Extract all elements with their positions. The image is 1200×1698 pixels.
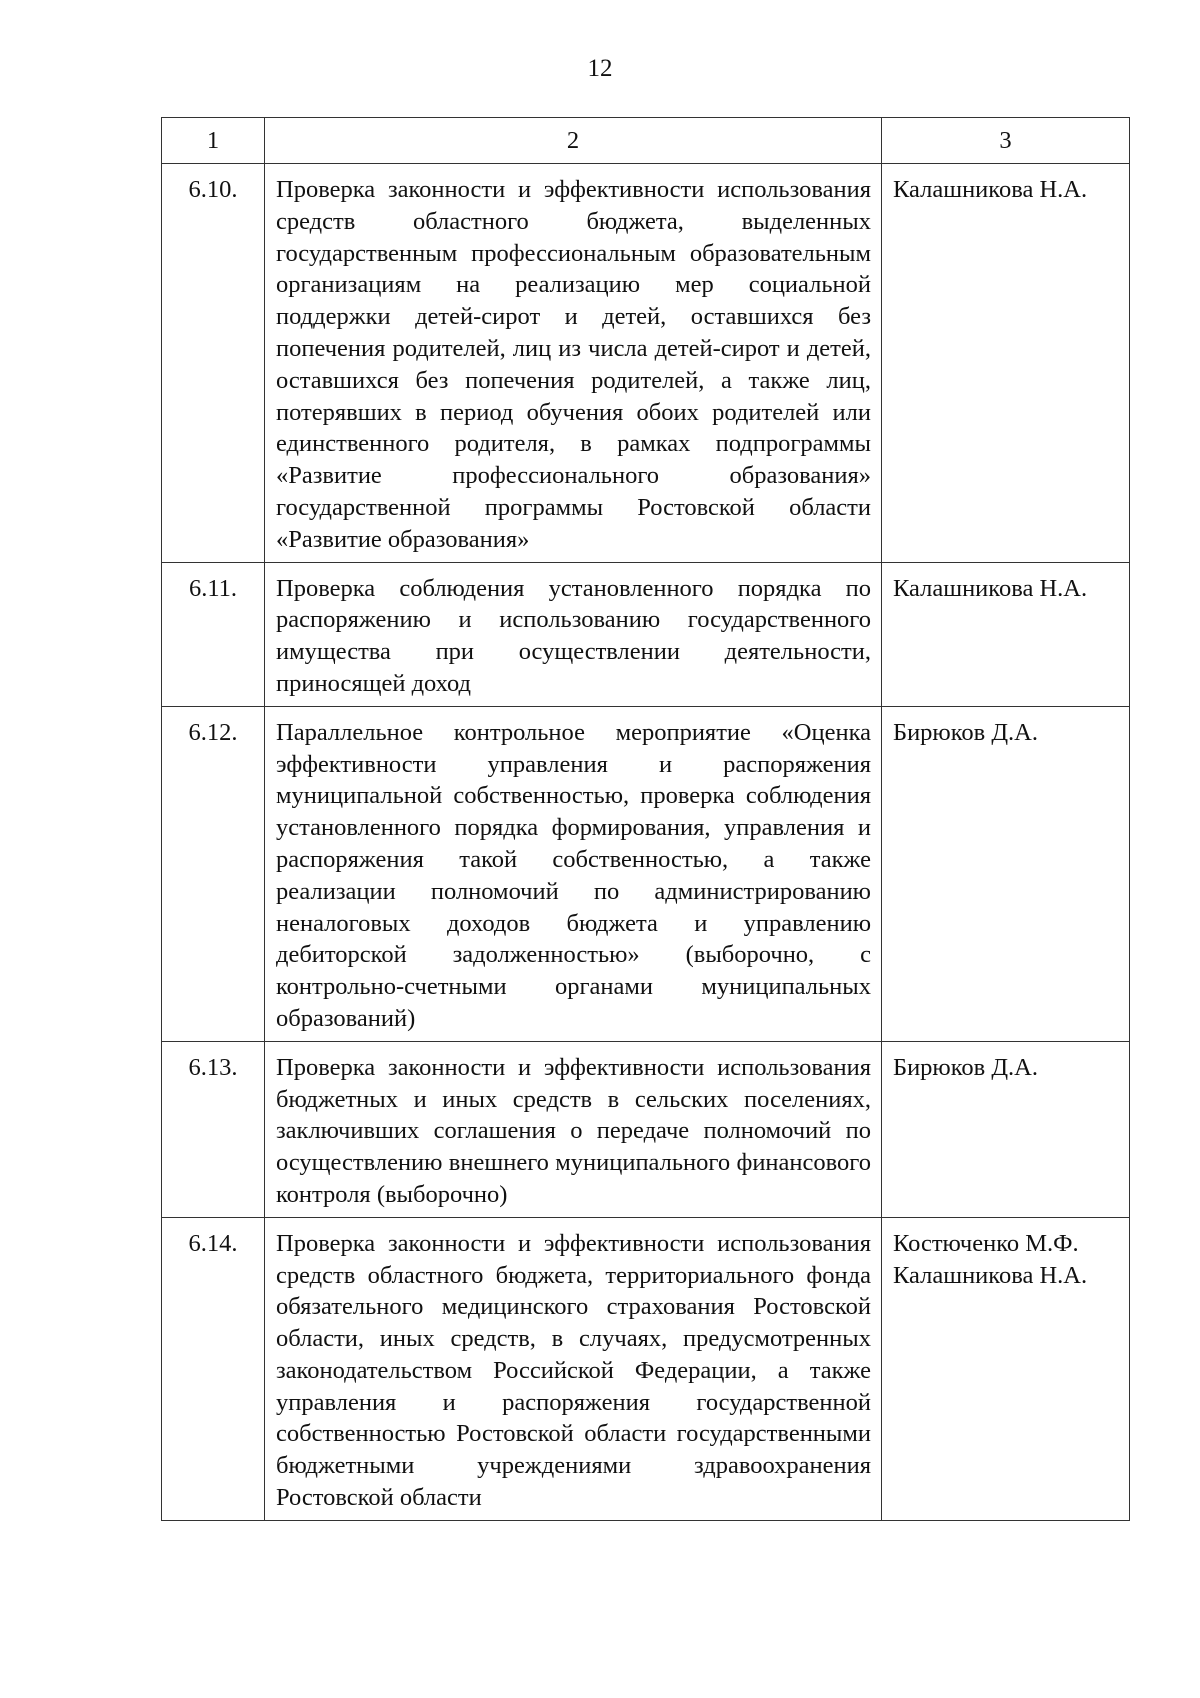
table-row bbox=[162, 562, 1130, 706]
inspection-plan-table bbox=[161, 117, 1130, 1521]
row-description: Проверка законности и эффективности использования средств областного бюджета, выделенных государственным профессиональным образовательным организациям на реализацию мер социальной поддержки детей-сирот и детей, оставшихся без попечения родителей, лиц из числа детей-сирот и детей, оставшихся без попечения родителей, а также лиц, потерявших в период обучения обоих родителей или единственного родителя, в рамках подпрограммы «Развитие профессионального образования» государственной программы Ростовской области «Развитие образования» bbox=[265, 164, 882, 563]
responsible-person: Бирюков Д.А. bbox=[893, 718, 1038, 746]
row-responsible bbox=[882, 164, 1130, 563]
responsible-person: Костюченко М.Ф. bbox=[893, 1229, 1079, 1257]
row-description: Проверка соблюдения установленного порядка по распоряжению и использованию государственного имущества при осуществлении деятельности, приносящей доход bbox=[265, 562, 882, 706]
row-responsible bbox=[882, 1217, 1130, 1520]
row-description: Проверка законности и эффективности использования бюджетных и иных средств в сельских поселениях, заключивших соглашения о передаче полномочий по осуществлению внешнего муниципального финансового контроля (выборочно) bbox=[265, 1041, 882, 1217]
row-number: 6.14. bbox=[162, 1217, 265, 1520]
table-row bbox=[162, 1041, 1130, 1217]
row-responsible bbox=[882, 706, 1130, 1041]
row-description: Параллельное контрольное мероприятие «Оценка эффективности управления и распоряжения муниципальной собственностью, проверка соблюдения установленного порядка формирования, управления и распоряжения такой собственностью, а также реализации полномочий по администрированию неналоговых доходов бюджета и управлению дебиторской задолженностью» (выборочно, с контрольно-счетными органами муниципальных образований) bbox=[265, 706, 882, 1041]
row-description: Проверка законности и эффективности использования средств областного бюджета, территориального фонда обязательного медицинского страхования Ростовской области, иных средств, в случаях, предусмотренных законодательством Российской Федерации, а также управления и распоряжения государственной собственностью Ростовской области государственными бюджетными учреждениями здравоохранения Ростовской области bbox=[265, 1217, 882, 1520]
table-row bbox=[162, 164, 1130, 563]
column-header-number: 1 bbox=[162, 118, 265, 164]
responsible-person: Бирюков Д.А. bbox=[893, 1053, 1038, 1081]
responsible-person: Калашникова Н.А. bbox=[893, 176, 1088, 203]
column-header-description: 2 bbox=[265, 118, 882, 164]
row-responsible bbox=[882, 1041, 1130, 1217]
row-responsible bbox=[882, 562, 1130, 706]
table-header-row bbox=[162, 118, 1130, 164]
row-number: 6.12. bbox=[162, 706, 265, 1041]
table-row bbox=[162, 1217, 1130, 1520]
row-number: 6.13. bbox=[162, 1041, 265, 1217]
page-number: 12 bbox=[587, 55, 613, 82]
column-header-responsible: 3 bbox=[882, 118, 1130, 164]
row-number: 6.11. bbox=[162, 562, 265, 706]
row-number: 6.10. bbox=[162, 164, 265, 563]
table-row bbox=[162, 706, 1130, 1041]
responsible-person: Калашникова Н.А. bbox=[893, 1261, 1088, 1289]
responsible-person: Калашникова Н.А. bbox=[893, 574, 1088, 602]
